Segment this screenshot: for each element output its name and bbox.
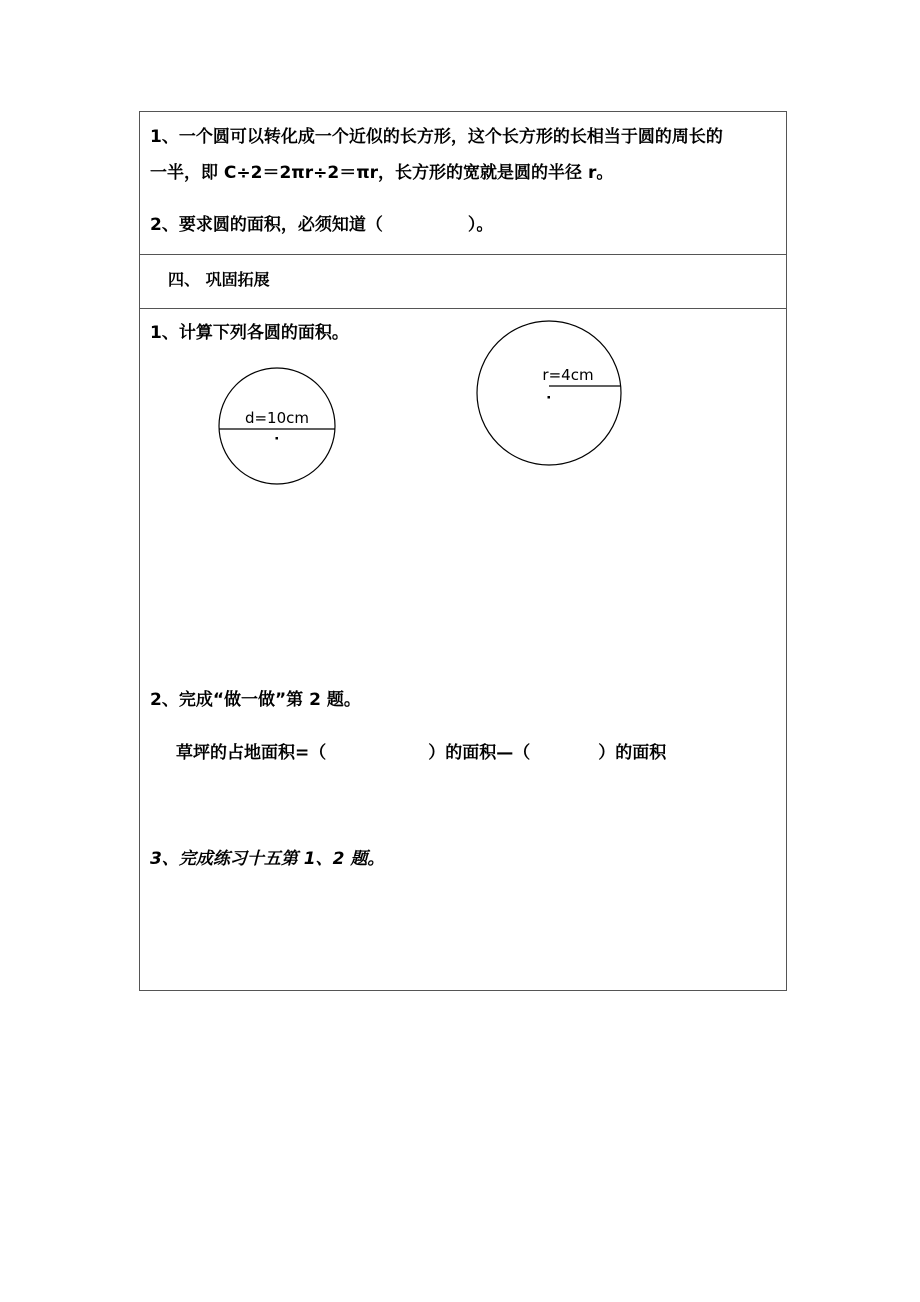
question-2-formula: 草坪的占地面积=（ ）的面积—（ ）的面积 bbox=[176, 743, 667, 763]
statement-line-1: 1、一个圆可以转化成一个近似的长方形，这个长方形的长相当于圆的周长的 bbox=[150, 127, 723, 147]
circle-diameter-figure bbox=[218, 367, 336, 485]
statement-line-2: 一半，即 C÷2＝2πr÷2＝πr，长方形的宽就是圆的半径 r。 bbox=[150, 163, 614, 183]
radius-label: r=4cm bbox=[542, 366, 594, 384]
circle-outline bbox=[477, 321, 621, 465]
question-fill-blank: 2、要求圆的面积，必须知道（ ）。 bbox=[150, 215, 494, 235]
center-dot bbox=[276, 437, 279, 440]
diameter-label: d=10cm bbox=[244, 409, 310, 427]
section-title: 四、 巩固拓展 bbox=[168, 270, 270, 289]
question-3: 3、完成练习十五第 1、2 题。 bbox=[150, 849, 385, 869]
practice-section bbox=[140, 308, 786, 992]
section-header-row bbox=[140, 254, 786, 308]
question-2: 2、完成“做一做”第 2 题。 bbox=[150, 690, 361, 710]
review-section bbox=[140, 112, 786, 254]
worksheet-table bbox=[139, 111, 787, 991]
circle-radius-figure bbox=[476, 320, 622, 466]
question-1: 1、计算下列各圆的面积。 bbox=[150, 323, 349, 343]
center-dot bbox=[548, 396, 551, 399]
